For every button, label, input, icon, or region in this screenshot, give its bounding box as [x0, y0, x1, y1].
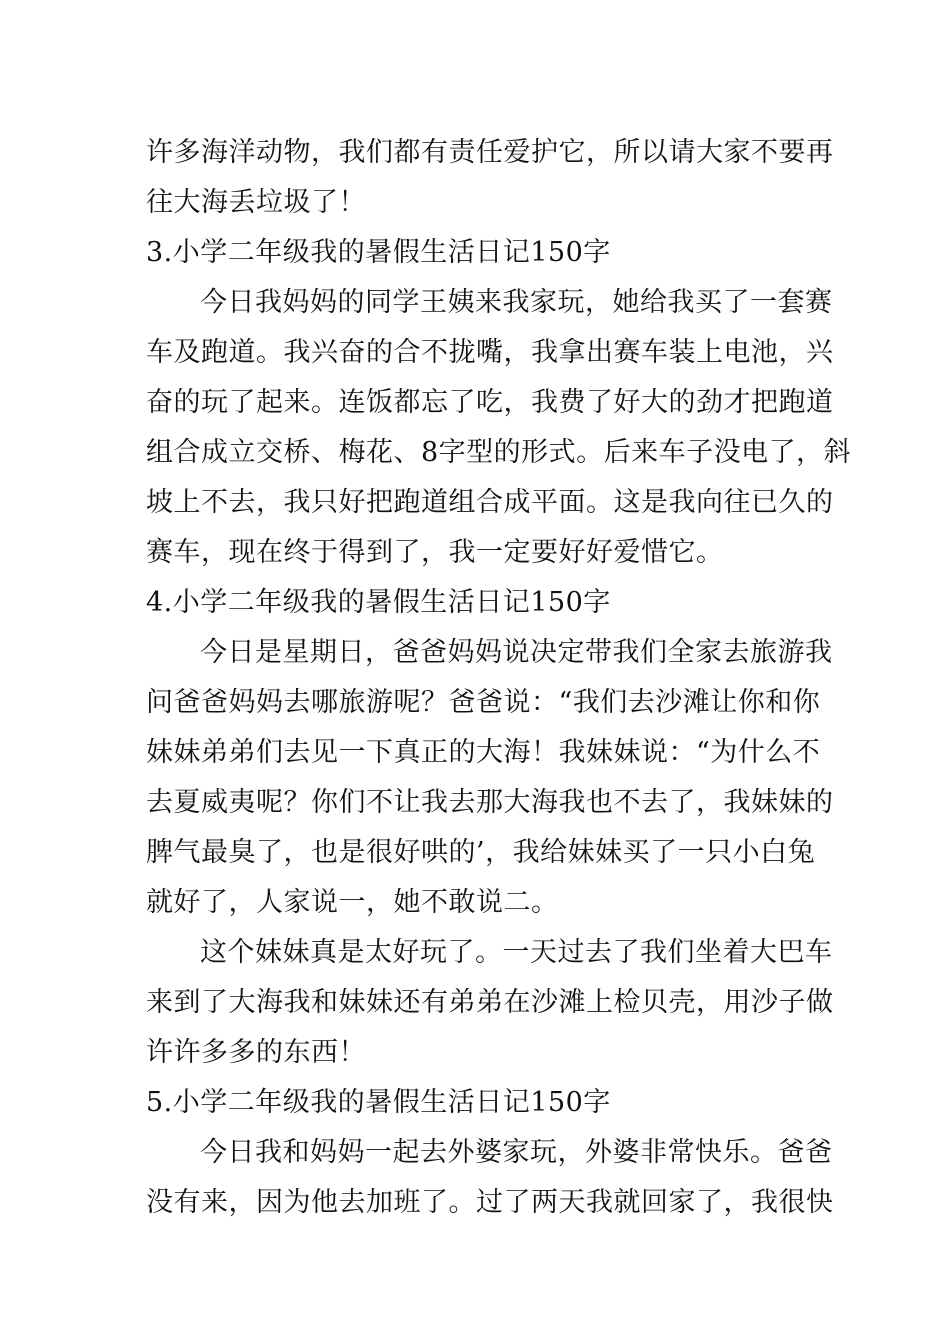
text-line: 今日我和妈妈一起去外婆家玩，外婆非常快乐。爸爸 — [200, 1137, 833, 1168]
section-heading: 3.小学二年级我的暑假生活日记150字 — [146, 237, 611, 268]
text-line: 许多海洋动物，我们都有责任爱护它，所以请大家不要再 — [146, 137, 834, 168]
text-line: 脾气最臭了，也是很好哄的’，我给妹妹买了一只小白兔 — [146, 837, 816, 868]
text-line: 赛车，现在终于得到了，我一定要好好爱惜它。 — [146, 537, 724, 568]
text-line: 许许多多的东西！ — [146, 1037, 366, 1068]
text-line: 没有来，因为他去加班了。过了两天我就回家了，我很快 — [146, 1187, 834, 1218]
section-heading: 4.小学二年级我的暑假生活日记150字 — [146, 587, 611, 618]
text-line: 问爸爸妈妈去哪旅游呢？爸爸说：“我们去沙滩让你和你 — [146, 687, 821, 718]
text-line: 去夏威夷呢？你们不让我去那大海我也不去了，我妹妹的 — [146, 787, 834, 818]
document-page — [146, 128, 852, 1228]
text-line: 来到了大海我和妹妹还有弟弟在沙滩上检贝壳，用沙子做 — [146, 987, 834, 1018]
text-line: 这个妹妹真是太好玩了。一天过去了我们坐着大巴车 — [200, 937, 833, 968]
text-line: 就好了，人家说一，她不敢说二。 — [146, 887, 559, 918]
text-line: 奋的玩了起来。连饭都忘了吃，我费了好大的劲才把跑道 — [146, 387, 834, 418]
text-line: 往大海丢垃圾了！ — [146, 187, 366, 218]
section-heading: 5.小学二年级我的暑假生活日记150字 — [146, 1087, 611, 1118]
text-line: 车及跑道。我兴奋的合不拢嘴，我拿出赛车装上电池，兴 — [146, 337, 834, 368]
text-line: 坡上不去，我只好把跑道组合成平面。这是我向往已久的 — [146, 487, 834, 518]
text-line: 今日是星期日，爸爸妈妈说决定带我们全家去旅游我 — [200, 637, 833, 668]
text-line: 组合成立交桥、梅花、8字型的形式。后来车子没电了，斜 — [146, 437, 852, 468]
text-line: 今日我妈妈的同学王姨来我家玩，她给我买了一套赛 — [200, 287, 833, 318]
text-line: 妹妹弟弟们去见一下真正的大海！我妹妹说：“为什么不 — [146, 737, 821, 768]
